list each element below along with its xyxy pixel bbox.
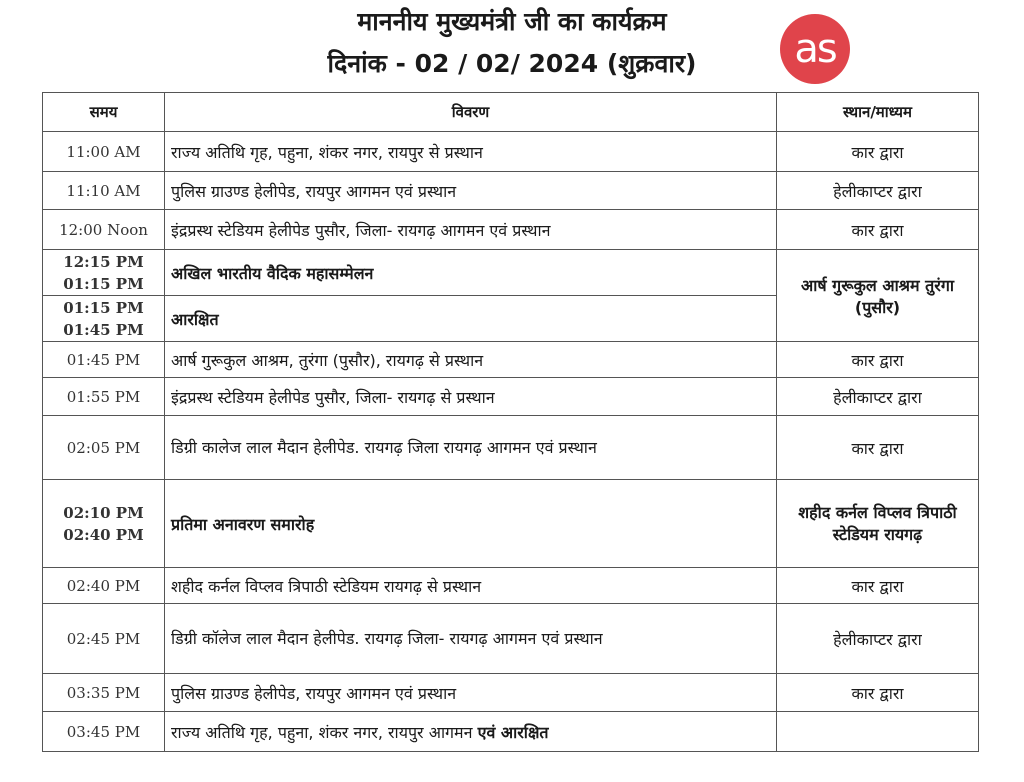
table-row [43,132,979,172]
description-cell: डिग्री कॉलेज लाल मैदान हेलीपेड. रायगढ़ जिला- रायगढ़ आगमन एवं प्रस्थान [165,604,777,674]
time-cell [43,480,165,568]
table-row [43,674,979,712]
description-cell: इंद्रप्रस्थ स्टेडियम हेलीपेड पुसौर, जिला- रायगढ़ आगमन एवं प्रस्थान [165,210,777,250]
time-cell [43,250,165,296]
place-cell [777,712,979,752]
place-cell: कार द्वारा [777,416,979,480]
table-row [43,712,979,752]
document-title: माननीय मुख्यमंत्री जी का कार्यक्रम [357,7,667,36]
time-cell: 02:40 PM [43,568,165,604]
description-cell: शहीद कर्नल विप्लव त्रिपाठी स्टेडियम रायगढ़ से प्रस्थान [165,568,777,604]
place-cell: कार द्वारा [777,210,979,250]
description-cell: प्रतिमा अनावरण समारोह [165,480,777,568]
place-cell: आर्ष गुरूकुल आश्रम तुरंगा (पुसौर) [777,250,979,342]
description-bold-text: एवं आरक्षित [477,722,549,742]
description-cell: पुलिस ग्राउण्ड हेलीपेड, रायपुर आगमन एवं प्रस्थान [165,172,777,210]
place-cell: हेलीकाप्टर द्वारा [777,604,979,674]
time-cell: 02:45 PM [43,604,165,674]
column-header-description: विवरण [165,93,777,132]
time-cell [43,296,165,342]
table-row [43,210,979,250]
time-cell: 11:00 AM [43,132,165,172]
place-cell: कार द्वारा [777,132,979,172]
table-row [43,172,979,210]
description-cell: पुलिस ग्राउण्ड हेलीपेड, रायपुर आगमन एवं प्रस्थान [165,674,777,712]
place-cell: कार द्वारा [777,674,979,712]
end-time: 01:15 PM [63,274,144,293]
end-time: 02:40 PM [63,525,144,544]
column-header-place: स्थान/माध्यम [777,93,979,132]
description-cell: इंद्रप्रस्थ स्टेडियम हेलीपेड पुसौर, जिला- रायगढ़ से प्रस्थान [165,378,777,416]
schedule-table [42,92,979,752]
time-cell: 03:45 PM [43,712,165,752]
place-cell: शहीद कर्नल विप्लव त्रिपाठी स्टेडियम रायगढ़ [777,480,979,568]
start-time: 01:15 PM [63,298,144,317]
time-cell: 03:35 PM [43,674,165,712]
description-text: राज्य अतिथि गृह, पहुना, शंकर नगर, रायपुर आगमन [171,722,473,742]
place-cell: हेलीकाप्टर द्वारा [777,172,979,210]
table-row [43,604,979,674]
time-cell: 12:00 Noon [43,210,165,250]
description-cell: आर्ष गुरूकुल आश्रम, तुरंगा (पुसौर), रायगढ़ से प्रस्थान [165,342,777,378]
start-time: 12:15 PM [63,252,144,271]
time-cell: 01:45 PM [43,342,165,378]
time-cell: 01:55 PM [43,378,165,416]
place-cell: कार द्वारा [777,342,979,378]
description-cell: डिग्री कालेज लाल मैदान हेलीपेड. रायगढ़ जिला रायगढ़ आगमन एवं प्रस्थान [165,416,777,480]
column-header-time: समय [43,93,165,132]
start-time: 02:10 PM [63,503,144,522]
table-row [43,416,979,480]
table-row [43,250,979,296]
table-row [43,568,979,604]
end-time: 01:45 PM [63,320,144,339]
description-cell: अखिल भारतीय वैदिक महासम्मेलन [165,250,777,296]
description-cell: आरक्षित [165,296,777,342]
table-row [43,480,979,568]
table-row [43,342,979,378]
as-logo: as [780,14,850,84]
table-header-row [43,93,979,132]
table-row [43,378,979,416]
document-date: दिनांक - 02 / 02/ 2024 (शुक्रवार) [327,49,697,78]
description-cell [165,712,777,752]
place-cell: कार द्वारा [777,568,979,604]
description-cell: राज्य अतिथि गृह, पहुना, शंकर नगर, रायपुर से प्रस्थान [165,132,777,172]
time-cell: 11:10 AM [43,172,165,210]
place-cell: हेलीकाप्टर द्वारा [777,378,979,416]
time-cell: 02:05 PM [43,416,165,480]
